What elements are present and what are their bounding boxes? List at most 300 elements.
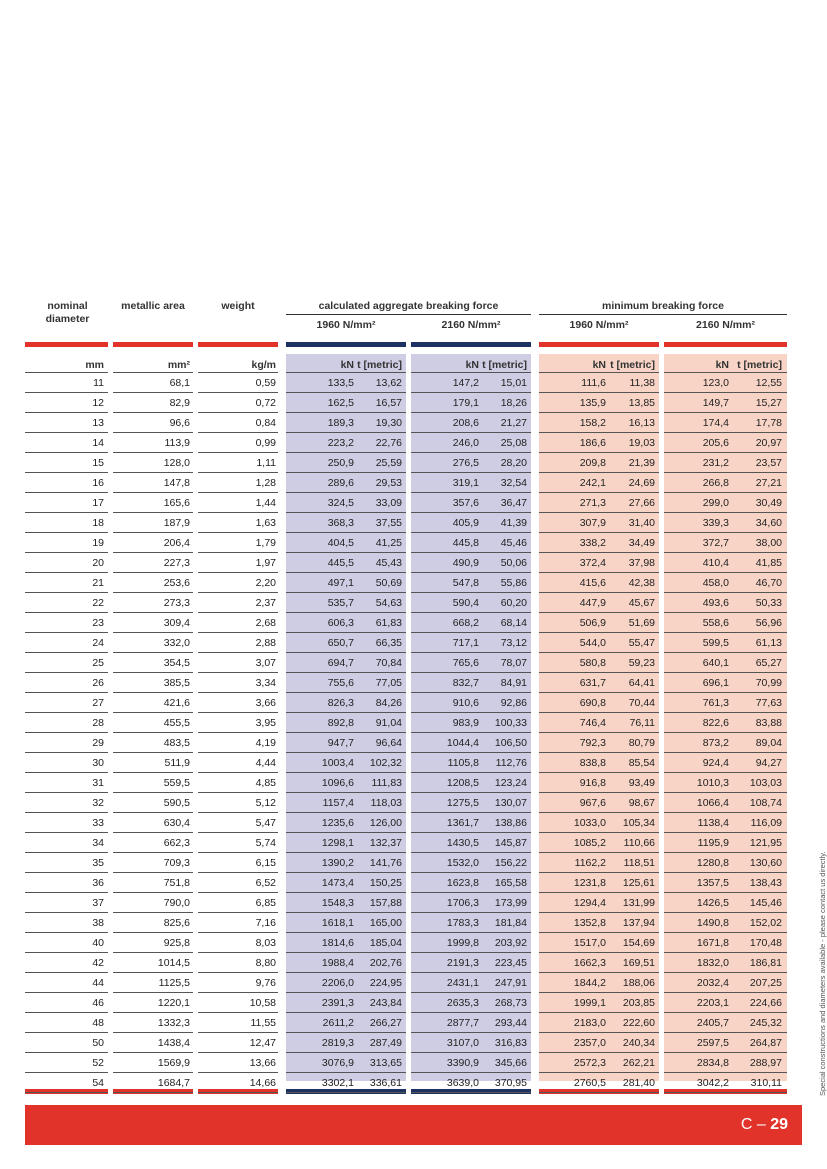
cell-calc-2160-kn: 1430,5 — [446, 837, 479, 849]
header-calculated-breaking-force: calculated aggregate breaking force — [318, 300, 499, 312]
cell-min-1960-t: 110,66 — [623, 837, 655, 849]
cell-calc-1960-t: 157,88 — [369, 897, 402, 909]
cell-min-2160-kn: 558,6 — [702, 617, 729, 629]
cell-weight: 2,37 — [255, 597, 276, 609]
cell-calc-2160-t: 316,83 — [494, 1037, 527, 1049]
bar-top-calc-1960 — [286, 342, 406, 347]
cell-diameter: 15 — [92, 457, 104, 469]
grade-calc-1960: 1960 N/mm² — [316, 319, 376, 331]
cell-weight: 6,85 — [255, 897, 276, 909]
cell-min-1960-t: 281,40 — [622, 1077, 655, 1089]
cell-diameter: 36 — [92, 877, 104, 889]
cell-min-1960-t: 125,61 — [622, 877, 655, 889]
cell-calc-1960-t: 102,32 — [369, 757, 402, 769]
cell-min-1960-kn: 506,9 — [579, 617, 606, 629]
cell-weight: 6,52 — [255, 877, 276, 889]
cell-calc-2160-kn: 179,1 — [452, 397, 479, 409]
cell-calc-2160-t: 68,14 — [500, 617, 527, 629]
cell-calc-2160-kn: 2635,3 — [446, 997, 479, 1009]
cell-calc-2160-kn: 357,6 — [452, 497, 479, 509]
cell-calc-1960-t: 132,37 — [369, 837, 402, 849]
cell-min-1960-t: 31,40 — [628, 517, 655, 529]
cell-area: 1220,1 — [157, 997, 190, 1009]
cell-calc-1960-kn: 289,6 — [327, 477, 354, 489]
cell-weight: 3,95 — [255, 717, 276, 729]
row-divider — [411, 1092, 531, 1093]
cell-area: 206,4 — [163, 537, 190, 549]
cell-min-1960-t: 85,54 — [628, 757, 655, 769]
cell-area: 709,3 — [163, 857, 190, 869]
cell-calc-2160-kn: 1706,3 — [446, 897, 479, 909]
cell-calc-2160-t: 165,58 — [494, 877, 527, 889]
cell-min-1960-t: 34,49 — [628, 537, 655, 549]
cell-calc-2160-kn: 319,1 — [452, 477, 479, 489]
cell-min-1960-t: 19,03 — [628, 437, 655, 449]
cell-area: 227,3 — [163, 557, 190, 569]
cell-calc-2160-t: 181,84 — [494, 917, 527, 929]
cell-min-1960-t: 45,67 — [628, 597, 655, 609]
cell-weight: 0,99 — [255, 437, 276, 449]
cell-min-1960-t: 21,39 — [628, 457, 655, 469]
cell-weight: 2,88 — [255, 637, 276, 649]
cell-min-1960-kn: 1162,2 — [574, 857, 606, 869]
cell-weight: 2,68 — [255, 617, 276, 629]
cell-area: 590,5 — [163, 797, 190, 809]
cell-calc-1960-t: 96,64 — [375, 737, 402, 749]
cell-min-2160-t: 152,02 — [749, 917, 782, 929]
cell-diameter: 17 — [92, 497, 104, 509]
cell-min-1960-t: 105,34 — [622, 817, 655, 829]
cell-calc-1960-kn: 162,5 — [327, 397, 354, 409]
cell-calc-2160-t: 28,20 — [500, 457, 527, 469]
cell-diameter: 26 — [92, 677, 104, 689]
cell-min-2160-kn: 266,8 — [702, 477, 729, 489]
cell-calc-2160-t: 112,76 — [495, 757, 527, 769]
cell-min-2160-kn: 761,3 — [702, 697, 729, 709]
cell-diameter: 25 — [92, 657, 104, 669]
cell-calc-2160-kn: 1783,3 — [446, 917, 479, 929]
cell-calc-1960-t: 50,69 — [375, 577, 402, 589]
cell-min-2160-t: 23,57 — [755, 457, 782, 469]
cell-calc-2160-t: 370,95 — [494, 1077, 527, 1089]
cell-weight: 11,55 — [250, 1017, 276, 1029]
cell-calc-2160-kn: 445,8 — [452, 537, 479, 549]
cell-calc-1960-t: 126,00 — [369, 817, 402, 829]
cell-calc-2160-kn: 405,9 — [452, 517, 479, 529]
cell-calc-1960-kn: 1548,3 — [321, 897, 354, 909]
row-divider — [539, 1092, 659, 1093]
cell-min-1960-kn: 1662,3 — [573, 957, 606, 969]
cell-calc-2160-t: 145,87 — [494, 837, 527, 849]
cell-area: 1684,7 — [157, 1077, 190, 1089]
cell-min-1960-kn: 838,8 — [579, 757, 606, 769]
cell-area: 1125,5 — [158, 977, 190, 989]
cell-calc-2160-kn: 3107,0 — [446, 1037, 479, 1049]
cell-area: 147,8 — [163, 477, 190, 489]
cell-min-2160-kn: 1195,9 — [697, 837, 729, 849]
row-divider — [286, 1092, 406, 1093]
cell-calc-1960-kn: 133,5 — [327, 377, 354, 389]
cell-min-2160-kn: 696,1 — [702, 677, 729, 689]
cell-calc-2160-t: 78,07 — [500, 657, 527, 669]
cell-calc-1960-kn: 606,3 — [327, 617, 354, 629]
cell-diameter: 18 — [92, 517, 104, 529]
cell-min-1960-kn: 111,6 — [581, 377, 606, 389]
cell-area: 662,3 — [163, 837, 190, 849]
cell-min-1960-kn: 2572,3 — [573, 1057, 606, 1069]
row-divider — [198, 1092, 278, 1093]
cell-area: 559,5 — [163, 777, 190, 789]
cell-min-1960-t: 55,47 — [628, 637, 655, 649]
cell-calc-1960-t: 37,55 — [375, 517, 402, 529]
unit-calc-1960-t: t [metric] — [357, 359, 402, 371]
cell-calc-1960-t: 111,83 — [371, 777, 402, 789]
cell-diameter: 11 — [93, 377, 104, 389]
cell-min-2160-t: 245,32 — [749, 1017, 782, 1029]
cell-calc-2160-kn: 276,5 — [452, 457, 479, 469]
cell-min-2160-kn: 873,2 — [702, 737, 729, 749]
cell-weight: 2,20 — [255, 577, 276, 589]
cell-weight: 8,03 — [255, 937, 276, 949]
cell-calc-1960-kn: 2206,0 — [321, 977, 354, 989]
cell-calc-2160-kn: 147,2 — [452, 377, 479, 389]
cell-min-2160-t: 61,13 — [755, 637, 782, 649]
row-divider — [664, 1092, 787, 1093]
cell-min-1960-t: 98,67 — [628, 797, 655, 809]
cell-min-1960-kn: 967,6 — [579, 797, 606, 809]
cell-weight: 4,19 — [255, 737, 276, 749]
cell-calc-2160-t: 100,33 — [494, 717, 527, 729]
cell-calc-2160-t: 15,01 — [500, 377, 527, 389]
cell-calc-2160-t: 18,26 — [500, 397, 527, 409]
cell-calc-2160-kn: 1623,8 — [446, 877, 479, 889]
grade-calc-2160: 2160 N/mm² — [441, 319, 501, 331]
header-divider-minimum — [539, 314, 787, 315]
cell-calc-1960-kn: 2611,2 — [322, 1017, 354, 1029]
cell-min-1960-t: 13,85 — [628, 397, 655, 409]
cell-calc-1960-t: 84,26 — [375, 697, 402, 709]
cell-area: 96,6 — [169, 417, 190, 429]
cell-calc-1960-kn: 535,7 — [327, 597, 354, 609]
cell-calc-2160-t: 173,99 — [494, 897, 527, 909]
cell-diameter: 14 — [92, 437, 104, 449]
unit-min-1960-t: t [metric] — [610, 359, 655, 371]
cell-min-2160-kn: 640,1 — [702, 657, 729, 669]
cell-calc-1960-kn: 189,3 — [327, 417, 354, 429]
cell-calc-2160-kn: 668,2 — [452, 617, 479, 629]
cell-calc-2160-kn: 1361,7 — [446, 817, 479, 829]
cell-weight: 13,66 — [249, 1057, 276, 1069]
cell-min-2160-t: 56,96 — [755, 617, 782, 629]
cell-calc-1960-t: 29,53 — [375, 477, 402, 489]
cell-calc-2160-kn: 983,9 — [452, 717, 479, 729]
cell-area: 309,4 — [163, 617, 190, 629]
cell-min-2160-kn: 2032,4 — [696, 977, 729, 989]
cell-calc-2160-kn: 490,9 — [452, 557, 479, 569]
cell-min-2160-kn: 3042,2 — [696, 1077, 729, 1089]
cell-min-1960-kn: 307,9 — [579, 517, 606, 529]
cell-min-1960-kn: 2357,0 — [573, 1037, 606, 1049]
cell-diameter: 13 — [92, 417, 104, 429]
cell-calc-1960-t: 77,05 — [375, 677, 402, 689]
cell-min-2160-kn: 339,3 — [702, 517, 729, 529]
bar-top-diameter — [25, 342, 108, 347]
cell-area: 421,6 — [163, 697, 190, 709]
footer-bar — [25, 1105, 802, 1145]
cell-diameter: 33 — [92, 817, 104, 829]
unit-weight: kg/m — [251, 359, 276, 371]
cell-min-2160-kn: 493,6 — [702, 597, 729, 609]
cell-calc-1960-kn: 1096,6 — [321, 777, 354, 789]
cell-diameter: 23 — [92, 617, 104, 629]
cell-min-2160-kn: 1280,8 — [696, 857, 729, 869]
cell-diameter: 42 — [92, 957, 104, 969]
cell-calc-2160-kn: 1105,8 — [447, 757, 479, 769]
cell-min-2160-kn: 1010,3 — [696, 777, 729, 789]
cell-calc-1960-t: 41,25 — [375, 537, 402, 549]
cell-calc-2160-t: 130,07 — [494, 797, 527, 809]
cell-min-2160-t: 15,27 — [755, 397, 782, 409]
cell-min-2160-kn: 599,5 — [702, 637, 729, 649]
cell-area: 511,9 — [164, 757, 190, 769]
cell-weight: 12,47 — [249, 1037, 276, 1049]
cell-calc-2160-kn: 246,0 — [452, 437, 479, 449]
cell-calc-2160-kn: 765,6 — [452, 657, 479, 669]
cell-weight: 0,59 — [255, 377, 276, 389]
cell-calc-1960-t: 54,63 — [375, 597, 402, 609]
cell-calc-1960-t: 70,84 — [375, 657, 402, 669]
cell-calc-2160-kn: 208,6 — [452, 417, 479, 429]
header-minimum-breaking-force: minimum breaking force — [602, 300, 724, 312]
cell-area: 128,0 — [163, 457, 190, 469]
cell-min-1960-kn: 1294,4 — [573, 897, 606, 909]
cell-calc-1960-kn: 1814,6 — [321, 937, 354, 949]
cell-area: 165,6 — [163, 497, 190, 509]
cell-min-2160-t: 224,66 — [749, 997, 782, 1009]
cell-min-2160-t: 17,78 — [755, 417, 782, 429]
cell-calc-1960-kn: 826,3 — [327, 697, 354, 709]
cell-area: 1014,5 — [157, 957, 190, 969]
cell-weight: 1,97 — [255, 557, 276, 569]
cell-weight: 1,63 — [255, 517, 276, 529]
cell-min-2160-t: 310,11 — [750, 1077, 782, 1089]
unit-calc-1960-kn: kN — [340, 359, 354, 371]
cell-min-2160-t: 186,81 — [749, 957, 782, 969]
cell-min-1960-kn: 338,2 — [579, 537, 606, 549]
cell-diameter: 50 — [92, 1037, 104, 1049]
cell-min-2160-t: 138,43 — [749, 877, 782, 889]
cell-min-2160-t: 30,49 — [755, 497, 782, 509]
cell-min-2160-kn: 2597,5 — [696, 1037, 729, 1049]
cell-calc-2160-t: 21,27 — [500, 417, 527, 429]
cell-weight: 0,72 — [255, 397, 276, 409]
page-value: 29 — [770, 1116, 788, 1133]
cell-area: 925,8 — [163, 937, 190, 949]
cell-min-2160-kn: 1066,4 — [696, 797, 729, 809]
cell-min-1960-kn: 447,9 — [579, 597, 606, 609]
cell-area: 354,5 — [163, 657, 190, 669]
cell-calc-1960-t: 118,03 — [370, 797, 402, 809]
cell-calc-1960-t: 45,43 — [375, 557, 402, 569]
cell-calc-1960-t: 61,83 — [375, 617, 402, 629]
cell-diameter: 29 — [92, 737, 104, 749]
cell-calc-1960-kn: 2819,3 — [321, 1037, 354, 1049]
cell-min-2160-t: 121,95 — [749, 837, 782, 849]
cell-calc-1960-kn: 1473,4 — [321, 877, 354, 889]
cell-min-2160-kn: 2203,1 — [696, 997, 729, 1009]
cell-area: 385,5 — [163, 677, 190, 689]
cell-calc-1960-t: 287,49 — [369, 1037, 402, 1049]
cell-area: 483,5 — [163, 737, 190, 749]
cell-min-2160-t: 89,04 — [755, 737, 782, 749]
row-divider — [25, 1092, 108, 1093]
cell-min-2160-t: 50,33 — [755, 597, 782, 609]
cell-min-1960-t: 137,94 — [622, 917, 655, 929]
cell-calc-1960-t: 66,35 — [375, 637, 402, 649]
cell-calc-1960-kn: 1235,6 — [321, 817, 354, 829]
cell-calc-2160-t: 92,86 — [500, 697, 527, 709]
cell-diameter: 37 — [92, 897, 104, 909]
cell-min-2160-t: 145,46 — [749, 897, 782, 909]
cell-weight: 10,58 — [249, 997, 276, 1009]
cell-calc-1960-kn: 3076,9 — [321, 1057, 354, 1069]
cell-calc-1960-t: 16,57 — [375, 397, 402, 409]
cell-diameter: 48 — [92, 1017, 104, 1029]
cell-area: 113,9 — [164, 437, 190, 449]
cell-calc-1960-kn: 892,8 — [327, 717, 354, 729]
cell-calc-2160-kn: 717,1 — [452, 637, 479, 649]
cell-min-1960-kn: 271,3 — [579, 497, 606, 509]
cell-min-2160-t: 41,85 — [755, 557, 782, 569]
cell-weight: 6,15 — [255, 857, 276, 869]
cell-diameter: 40 — [92, 937, 104, 949]
cell-min-2160-t: 108,74 — [749, 797, 782, 809]
cell-area: 751,8 — [163, 877, 190, 889]
cell-min-1960-kn: 690,8 — [579, 697, 606, 709]
cell-calc-2160-kn: 2431,1 — [446, 977, 479, 989]
cell-area: 187,9 — [163, 517, 190, 529]
cell-area: 455,5 — [163, 717, 190, 729]
cell-diameter: 24 — [92, 637, 104, 649]
cell-calc-2160-t: 123,24 — [494, 777, 527, 789]
cell-min-2160-kn: 2405,7 — [696, 1017, 729, 1029]
cell-calc-1960-kn: 250,9 — [327, 457, 354, 469]
cell-calc-1960-t: 150,25 — [369, 877, 402, 889]
cell-min-1960-kn: 1999,1 — [573, 997, 606, 1009]
cell-min-2160-kn: 299,0 — [702, 497, 729, 509]
cell-weight: 14,66 — [249, 1077, 276, 1089]
cell-calc-2160-t: 41,39 — [500, 517, 527, 529]
cell-calc-1960-kn: 1298,1 — [321, 837, 354, 849]
cell-calc-2160-kn: 910,6 — [452, 697, 479, 709]
bar-top-min-1960 — [539, 342, 659, 347]
cell-min-2160-kn: 231,2 — [702, 457, 729, 469]
cell-calc-2160-kn: 832,7 — [452, 677, 479, 689]
cell-min-2160-t: 94,27 — [755, 757, 782, 769]
cell-min-1960-kn: 2760,5 — [573, 1077, 606, 1089]
cell-min-1960-t: 154,69 — [622, 937, 655, 949]
unit-min-2160-t: t [metric] — [737, 359, 782, 371]
cell-area: 273,3 — [163, 597, 190, 609]
header-weight: weight — [221, 300, 255, 312]
cell-area: 68,1 — [169, 377, 190, 389]
cell-min-2160-kn: 1671,8 — [696, 937, 729, 949]
unit-calc-2160-kn: kN — [465, 359, 479, 371]
cell-diameter: 34 — [92, 837, 104, 849]
cell-calc-2160-t: 50,06 — [500, 557, 527, 569]
cell-calc-2160-t: 268,73 — [494, 997, 527, 1009]
cell-min-1960-kn: 415,6 — [579, 577, 606, 589]
cell-min-1960-kn: 544,0 — [579, 637, 606, 649]
cell-diameter: 54 — [92, 1077, 104, 1089]
cell-calc-2160-kn: 1532,0 — [446, 857, 479, 869]
cell-weight: 3,66 — [255, 697, 276, 709]
cell-calc-1960-kn: 1003,4 — [321, 757, 354, 769]
header-divider-calculated — [286, 314, 531, 315]
cell-calc-1960-t: 19,30 — [375, 417, 402, 429]
cell-min-2160-kn: 149,7 — [702, 397, 729, 409]
cell-calc-2160-t: 293,44 — [494, 1017, 527, 1029]
cell-min-1960-t: 203,85 — [622, 997, 655, 1009]
cell-weight: 4,44 — [255, 757, 276, 769]
cell-min-1960-t: 37,98 — [628, 557, 655, 569]
cell-min-1960-t: 169,51 — [622, 957, 655, 969]
bar-top-weight — [198, 342, 278, 347]
cell-weight: 4,85 — [255, 777, 276, 789]
cell-weight: 8,80 — [255, 957, 276, 969]
cell-diameter: 12 — [92, 397, 104, 409]
cell-min-2160-kn: 205,6 — [702, 437, 729, 449]
cell-min-1960-t: 11,38 — [629, 377, 655, 389]
cell-min-1960-t: 262,21 — [622, 1057, 655, 1069]
unit-area: mm² — [167, 359, 190, 371]
cell-calc-2160-kn: 590,4 — [452, 597, 479, 609]
cell-min-1960-kn: 1033,0 — [573, 817, 606, 829]
unit-min-2160-kn: kN — [715, 359, 729, 371]
cell-min-2160-t: 83,88 — [755, 717, 782, 729]
cell-min-1960-kn: 186,6 — [579, 437, 606, 449]
cell-min-2160-t: 103,03 — [749, 777, 782, 789]
cell-min-2160-t: 38,00 — [755, 537, 782, 549]
cell-weight: 3,07 — [255, 657, 276, 669]
cell-min-1960-kn: 1517,0 — [573, 937, 606, 949]
cell-calc-2160-kn: 2877,7 — [446, 1017, 479, 1029]
cell-calc-1960-kn: 368,3 — [327, 517, 354, 529]
cell-weight: 1,44 — [255, 497, 276, 509]
cell-min-2160-t: 65,27 — [755, 657, 782, 669]
cell-min-2160-t: 34,60 — [755, 517, 782, 529]
side-note: Special constructions and diameters available - please contact us directly. — [818, 851, 827, 1096]
cell-diameter: 31 — [92, 777, 104, 789]
cell-calc-2160-t: 203,92 — [494, 937, 527, 949]
cell-weight: 5,12 — [255, 797, 276, 809]
cell-min-1960-kn: 1085,2 — [573, 837, 606, 849]
bar-top-min-2160 — [664, 342, 787, 347]
header-nominal-diameter: nominal diameter — [45, 300, 90, 325]
cell-min-1960-t: 24,69 — [628, 477, 655, 489]
cell-diameter: 21 — [92, 577, 104, 589]
cell-calc-1960-t: 13,62 — [375, 377, 402, 389]
cell-calc-2160-kn: 547,8 — [452, 577, 479, 589]
cell-area: 82,9 — [169, 397, 190, 409]
cell-min-1960-t: 42,38 — [628, 577, 655, 589]
cell-calc-1960-kn: 1988,4 — [321, 957, 354, 969]
bar-top-area — [113, 342, 193, 347]
cell-calc-1960-kn: 2391,3 — [321, 997, 354, 1009]
cell-calc-1960-kn: 947,7 — [327, 737, 354, 749]
cell-calc-2160-t: 32,54 — [500, 477, 527, 489]
cell-min-2160-kn: 1490,8 — [696, 917, 729, 929]
